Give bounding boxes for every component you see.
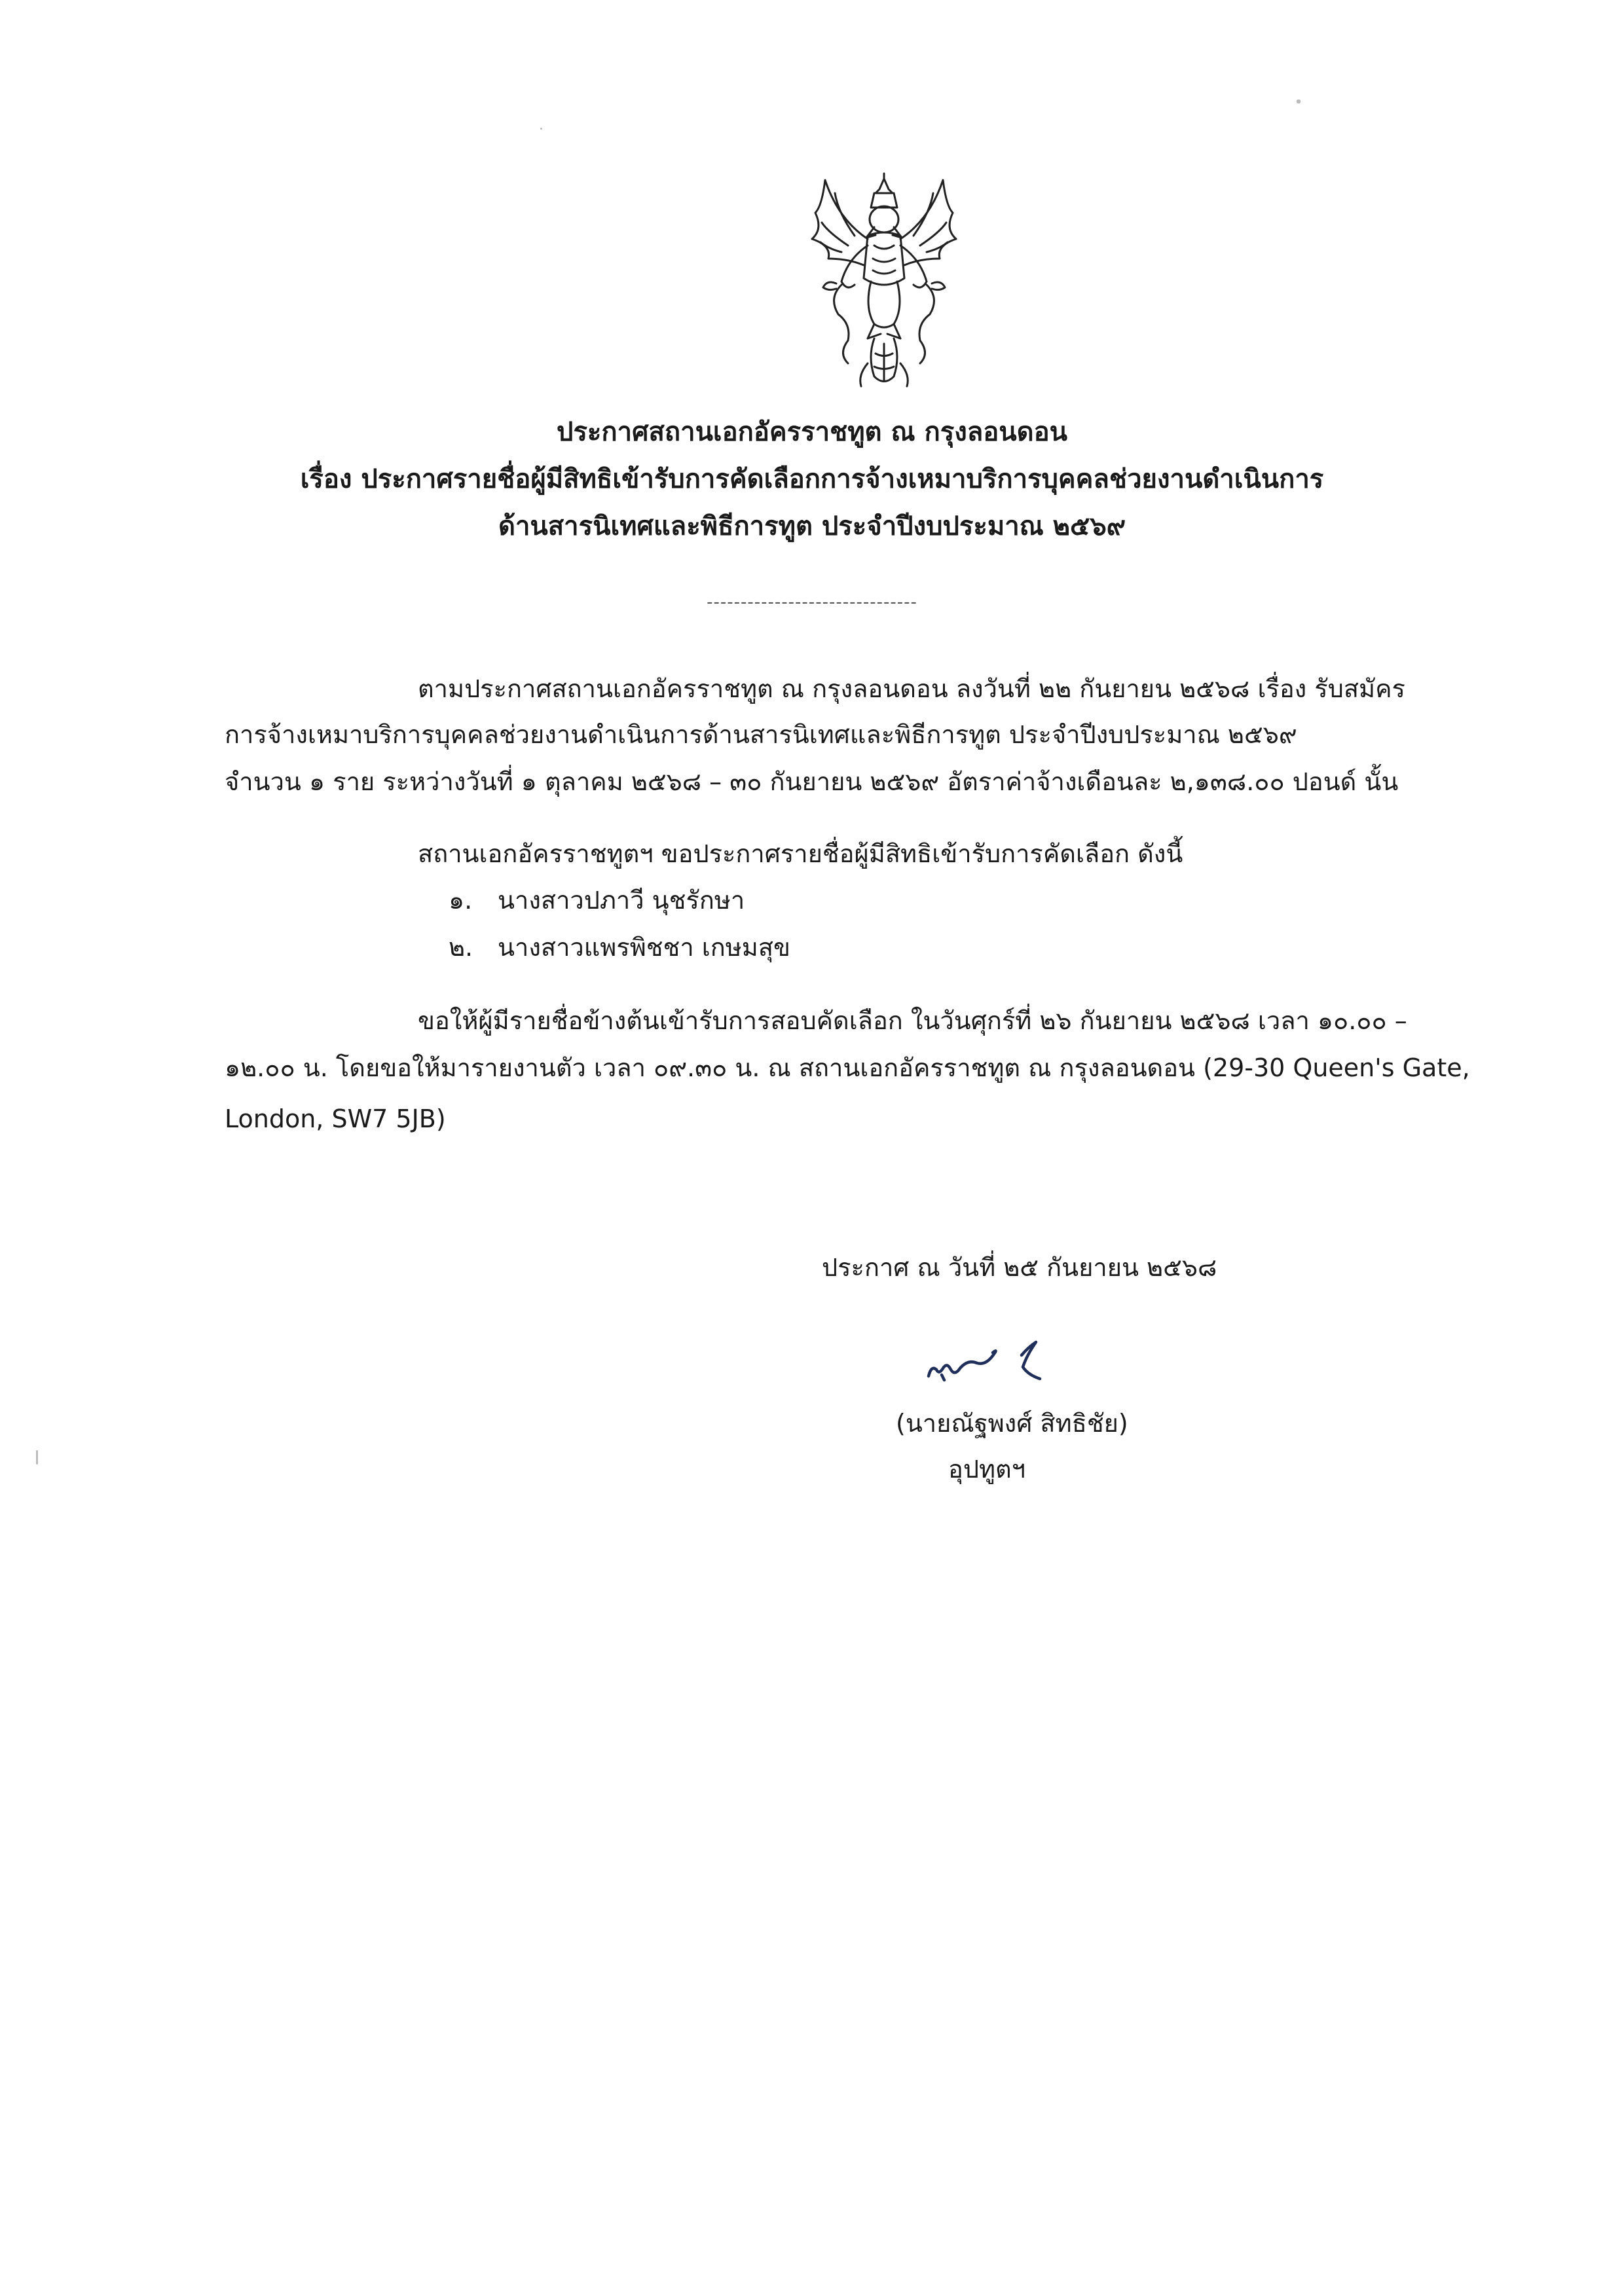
paragraph-3-line-2: ๑๒.๐๐ น. โดยขอให้มารายงานตัว เวลา ๐๙.๓๐ น. ณ สถานเอกอัครราชทูต ณ กรุงลอนดอน (29-30 Queen's Gate,	[225, 1053, 1470, 1082]
candidate-number: ๑.	[449, 886, 473, 915]
handwritten-signature	[917, 1329, 1087, 1401]
paragraph-1-line-1: ตามประกาศสถานเอกอัครราชทูต ณ กรุงลอนดอน ลงวันที่ ๒๒ กันยายน ๒๕๖๘ เรื่อง รับสมัคร	[418, 674, 1405, 703]
paragraph-1-line-3: จำนวน ๑ ราย ระหว่างวันที่ ๑ ตุลาคม ๒๕๖๘ – ๓๐ กันยายน ๒๕๖๙ อัตราค่าจ้างเดือนละ ๒,๑๓๘.๐๐ ปอนด์ นั้น	[225, 767, 1399, 796]
candidate-number: ๒.	[449, 933, 473, 962]
announcement-subject-line-2: ด้านสารนิเทศและพิธีการทูต ประจำปีงบประมาณ ๒๕๖๙	[498, 511, 1126, 541]
announce-date: ประกาศ ณ วันที่ ๒๕ กันยายน ๒๕๖๘	[822, 1253, 1217, 1282]
paragraph-3-line-3: London, SW7 5JB)	[225, 1104, 446, 1133]
paragraph-1-line-2: การจ้างเหมาบริการบุคคลช่วยงานดำเนินการด้านสารนิเทศและพิธีการทูต ประจำปีงบประมาณ ๒๕๖๙	[225, 720, 1297, 749]
scan-speck	[36, 1450, 38, 1465]
title-separator: -------------------------------	[707, 592, 917, 612]
paragraph-3-line-1: ขอให้ผู้มีรายชื่อข้างต้นเข้ารับการสอบคัดเลือก ในวันศุกร์ที่ ๒๖ กันยายน ๒๕๖๘ เวลา ๑๐.๐๐ –	[418, 1006, 1407, 1035]
signatory-position: อุปทูตฯ	[948, 1455, 1026, 1484]
announcement-subject-line-1: เรื่อง ประกาศรายชื่อผู้มีสิทธิเข้ารับการคัดเลือกการจ้างเหมาบริการบุคคลช่วยงานดำเนินการ	[300, 464, 1324, 494]
signatory-name: (นายณัฐพงศ์ สิทธิชัย)	[896, 1409, 1128, 1438]
garuda-emblem-icon	[776, 167, 992, 390]
paragraph-2: สถานเอกอัครราชทูตฯ ขอประกาศรายชื่อผู้มีสิทธิเข้ารับการคัดเลือก ดังนี้	[418, 839, 1183, 868]
candidate-name: นางสาวปภาวี นุชรักษา	[498, 886, 745, 915]
announcement-title: ประกาศสถานเอกอัครราชทูต ณ กรุงลอนดอน	[557, 417, 1067, 447]
scan-speck	[1297, 100, 1301, 103]
candidate-name: นางสาวแพรพิชชา เกษมสุข	[498, 933, 791, 962]
scan-speck	[540, 128, 542, 130]
